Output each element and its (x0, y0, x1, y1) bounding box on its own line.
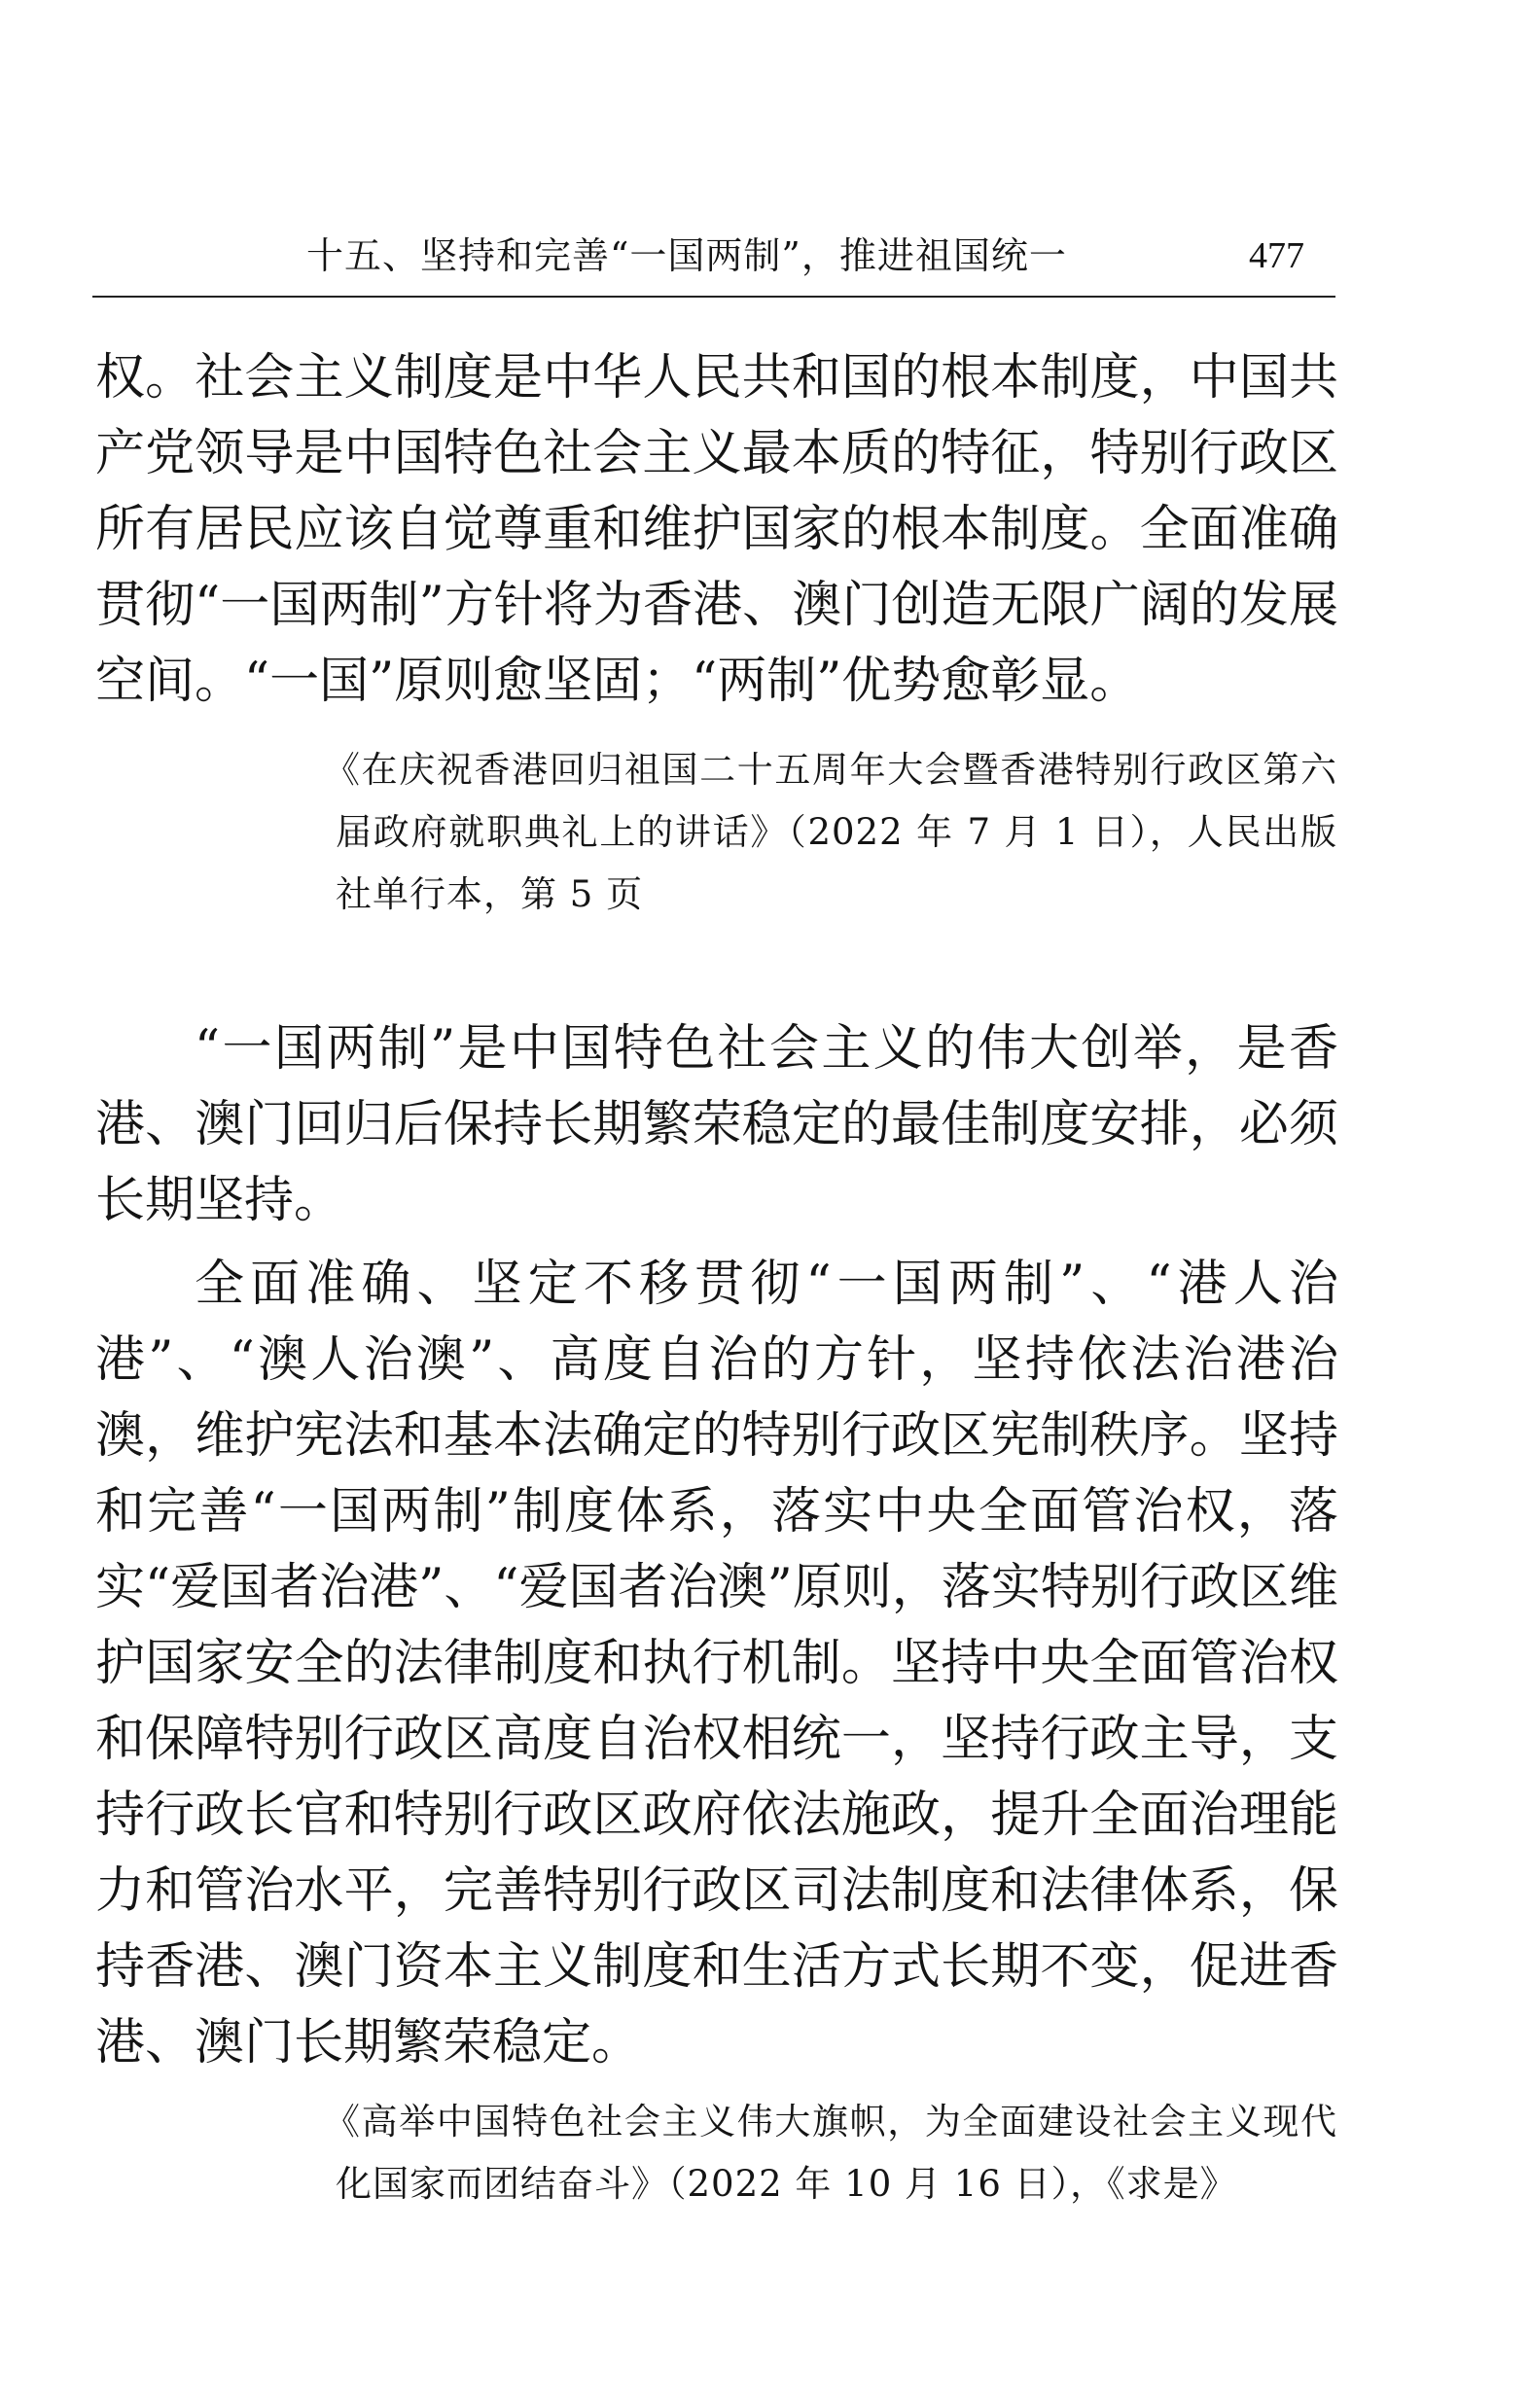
source-citation-1: 《在庆祝香港回归祖国二十五周年大会暨香港特别行政区第六届政府就职典礼上的讲话》（2022 年 7 月 1 日），人民出版社单行本，第 5 页 (324, 749, 1337, 915)
body-paragraph-3: 全面准确、坚定不移贯彻“一国两制”、“港人治港”、“澳人治澳”、高度自治的方针，坚持依法治港治澳，维护宪法和基本法确定的特别行政区宪制秩序。坚持和完善“一国两制”制度体系，落实中央全面管治权，落实“爱国者治港”、“爱国者治澳”原则，落实特别行政区维护国家安全的法律制度和执行机制。坚持中央全面管治权和保障特别行政区高度自治权相统一，坚持行政主导，支持行政长官和特别行政区政府依法施政，提升全面治理能力和管治水平，完善特别行政区司法制度和法律体系，保持香港、澳门资本主义制度和生活方式长期不变，促进香港、澳门长期繁荣稳定。 (95, 1256, 1338, 2072)
running-title: 十五、坚持和完善“一国两制”，推进祖国统一 (306, 234, 1067, 277)
body-paragraph-1: 权。社会主义制度是中华人民共和国的根本制度，中国共产党领导是中国特色社会主义最本质的特征，特别行政区所有居民应该自觉尊重和维护国家的根本制度。全面准确贯彻“一国两制”方针将为香港、澳门创造无限广阔的发展空间。“一国”原则愈坚固；“两制”优势愈彰显。 (95, 349, 1338, 710)
body-paragraph-2: “一国两制”是中国特色社会主义的伟大创举，是香港、澳门回归后保持长期繁荣稳定的最佳制度安排，必须长期坚持。 (95, 1020, 1338, 1229)
page-number: 477 (1249, 235, 1304, 276)
running-header (92, 231, 1335, 298)
source-citation-2: 《高举中国特色社会主义伟大旗帜，为全面建设社会主义现代化国家而团结奋斗》（2022 年 10 月 16 日），《求是》 (324, 2101, 1337, 2205)
